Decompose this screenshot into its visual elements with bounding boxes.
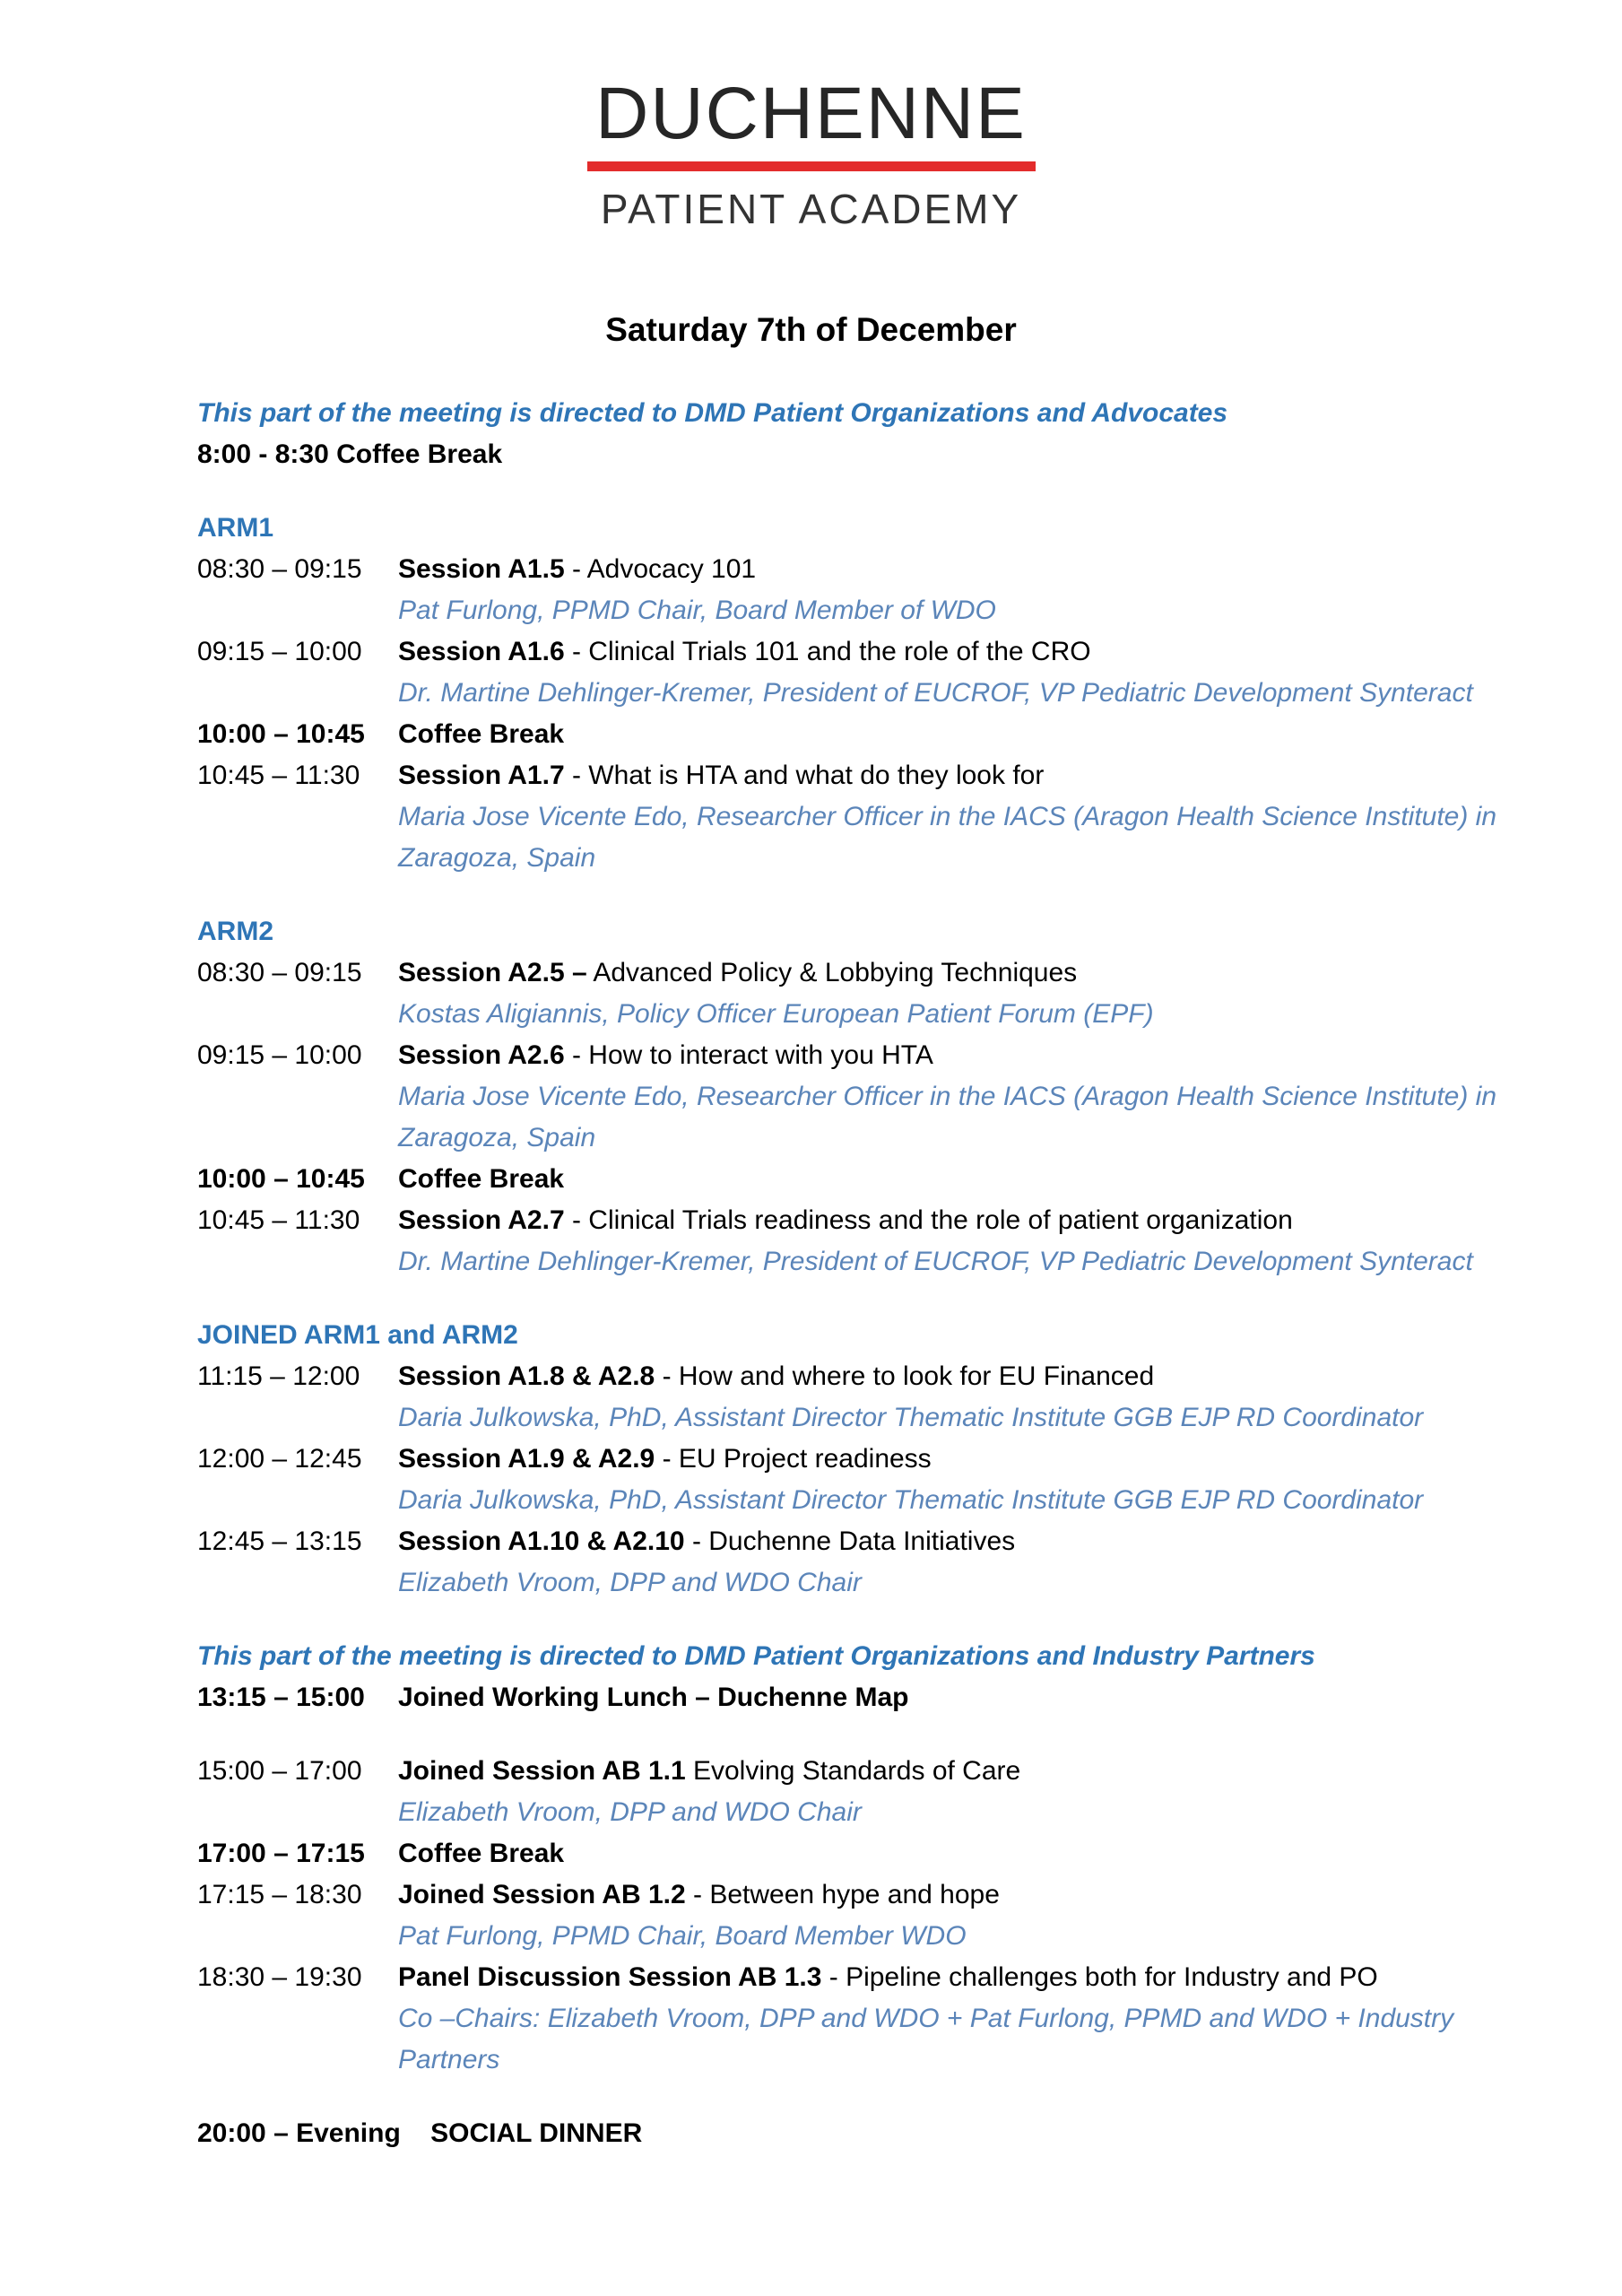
arm1-heading: ARM1 <box>197 513 274 543</box>
session-time: 09:15 – 10:00 <box>197 637 362 666</box>
joined-heading: JOINED ARM1 and ARM2 <box>197 1320 518 1350</box>
logo-subtitle: PATIENT ACADEMY <box>600 186 1022 232</box>
session-title: - What is HTA and what do they look for <box>564 761 1045 790</box>
session-title: - Advocacy 101 <box>564 554 757 584</box>
intro-industry-partners: This part of the meeting is directed to DMD Patient Organizations and Industry Partners <box>197 1641 1315 1671</box>
session-time: 08:30 – 09:15 <box>197 554 362 584</box>
session-code: Session A1.7 <box>398 761 565 790</box>
session-time: 10:00 – 10:45 <box>197 719 365 749</box>
session-time: 10:45 – 11:30 <box>197 1205 360 1235</box>
session-time: 17:00 – 17:15 <box>197 1839 365 1868</box>
joined-session-1 <box>197 1356 1506 1397</box>
session-title: - EU Project readiness <box>655 1444 932 1474</box>
joined-session-2 <box>197 1439 1506 1480</box>
session-speaker-cont: Zaragoza, Spain <box>398 1123 596 1152</box>
social-dinner <box>197 2113 1506 2154</box>
session-title: - Between hype and hope <box>685 1880 1000 1909</box>
session-title: Advanced Policy & Lobbying Techniques <box>586 958 1078 987</box>
session-speaker: Elizabeth Vroom, DPP and WDO Chair <box>398 1568 862 1597</box>
day-title: Saturday 7th of December <box>605 311 1017 348</box>
dinner-label: SOCIAL DINNER <box>430 2118 643 2148</box>
session-title: - Duchenne Data Initiatives <box>684 1526 1016 1556</box>
arm2-coffee-break <box>197 1159 1506 1200</box>
session-speaker: Dr. Martine Dehlinger-Kremer, President of EUCROF, VP Pediatric Development Synteract <box>398 1247 1473 1276</box>
session-time: 12:45 – 13:15 <box>197 1526 362 1556</box>
arm2-heading: ARM2 <box>197 917 274 946</box>
afternoon-coffee-break <box>197 1833 1506 1874</box>
agenda <box>197 393 1506 2154</box>
session-time: 18:30 – 19:30 <box>197 1962 362 1992</box>
session-code: Session A2.6 <box>398 1040 565 1070</box>
session-speaker: Maria Jose Vicente Edo, Researcher Officer in the IACS (Aragon Health Science Institute) in <box>398 1082 1497 1111</box>
session-speaker: Dr. Martine Dehlinger-Kremer, President of EUCROF, VP Pediatric Development Synteract <box>398 678 1473 708</box>
session-code: Panel Discussion Session AB 1.3 <box>398 1962 822 1992</box>
session-time: 10:00 – 10:45 <box>197 1164 365 1194</box>
session-code: Session A1.5 <box>398 554 565 584</box>
session-code: Joined Session AB 1.2 <box>398 1880 686 1909</box>
logo-title: DUCHENNE <box>595 73 1027 154</box>
arm2-session-2 <box>197 1035 1506 1076</box>
session-time: 11:15 – 12:00 <box>197 1361 360 1391</box>
session-time: 13:15 – 15:00 <box>197 1683 365 1712</box>
session-speaker-cont: Partners <box>398 2045 500 2074</box>
session-code: Session A1.6 <box>398 637 565 666</box>
session-title: Evolving Standards of Care <box>685 1756 1021 1786</box>
session-speaker-cont: Zaragoza, Spain <box>398 843 596 873</box>
coffee-label: Coffee Break <box>398 719 565 749</box>
session-speaker: Daria Julkowska, PhD, Assistant Director Thematic Institute GGB EJP RD Coordinator <box>398 1403 1424 1432</box>
session-speaker: Pat Furlong, PPMD Chair, Board Member WDO <box>398 1921 967 1951</box>
session-speaker: Elizabeth Vroom, DPP and WDO Chair <box>398 1797 862 1827</box>
session-code: Session A1.10 & A2.10 <box>398 1526 685 1556</box>
session-time: 09:15 – 10:00 <box>197 1040 362 1070</box>
logo <box>0 74 1622 234</box>
afternoon-session-2 <box>197 1874 1506 1916</box>
session-code: Session A2.5 – <box>398 958 587 987</box>
session-code: Session A1.9 & A2.9 <box>398 1444 655 1474</box>
joined-session-3 <box>197 1521 1506 1562</box>
session-code: Session A2.7 <box>398 1205 565 1235</box>
arm1-session-1 <box>197 549 1506 590</box>
arm1-session-3 <box>197 755 1506 796</box>
arm2-session-3 <box>197 1200 1506 1241</box>
coffee-label: Coffee Break <box>398 1839 565 1868</box>
session-code: Session A1.8 & A2.8 <box>398 1361 655 1391</box>
session-speaker: Kostas Aligiannis, Policy Officer European Patient Forum (EPF) <box>398 999 1154 1029</box>
afternoon-session-3 <box>197 1957 1506 1998</box>
session-title: - Clinical Trials readiness and the role of patient organization <box>564 1205 1293 1235</box>
session-speaker: Pat Furlong, PPMD Chair, Board Member of WDO <box>398 596 996 625</box>
session-time: 10:45 – 11:30 <box>197 761 360 790</box>
session-speaker: Maria Jose Vicente Edo, Researcher Officer in the IACS (Aragon Health Science Institute) in <box>398 802 1497 831</box>
session-title: - Clinical Trials 101 and the role of the CRO <box>564 637 1091 666</box>
arm1-session-2 <box>197 631 1506 673</box>
session-speaker: Co –Chairs: Elizabeth Vroom, DPP and WDO + Pat Furlong, PPMD and WDO + Industry <box>398 2004 1454 2033</box>
logo-red-bar <box>587 161 1036 171</box>
session-time: 12:00 – 12:45 <box>197 1444 362 1474</box>
session-title: - How and where to look for EU Financed <box>655 1361 1155 1391</box>
session-time: 17:15 – 18:30 <box>197 1880 362 1909</box>
session-time: 08:30 – 09:15 <box>197 958 362 987</box>
afternoon-session-1 <box>197 1751 1506 1792</box>
intro-patient-orgs: This part of the meeting is directed to DMD Patient Organizations and Advocates <box>197 398 1228 428</box>
coffee-label: Coffee Break <box>398 1164 565 1194</box>
arm1-coffee-break <box>197 714 1506 755</box>
session-title: - How to interact with you HTA <box>564 1040 933 1070</box>
lunch-label: Joined Working Lunch – Duchenne Map <box>398 1683 909 1712</box>
arm2-session-1 <box>197 952 1506 994</box>
session-time: 15:00 – 17:00 <box>197 1756 362 1786</box>
dinner-time: 20:00 – Evening <box>197 2118 401 2148</box>
working-lunch <box>197 1677 1506 1718</box>
session-title: - Pipeline challenges both for Industry and PO <box>821 1962 1378 1992</box>
coffee-break-morning: 8:00 - 8:30 Coffee Break <box>197 439 503 469</box>
session-speaker: Daria Julkowska, PhD, Assistant Director Thematic Institute GGB EJP RD Coordinator <box>398 1485 1424 1515</box>
session-code: Joined Session AB 1.1 <box>398 1756 686 1786</box>
